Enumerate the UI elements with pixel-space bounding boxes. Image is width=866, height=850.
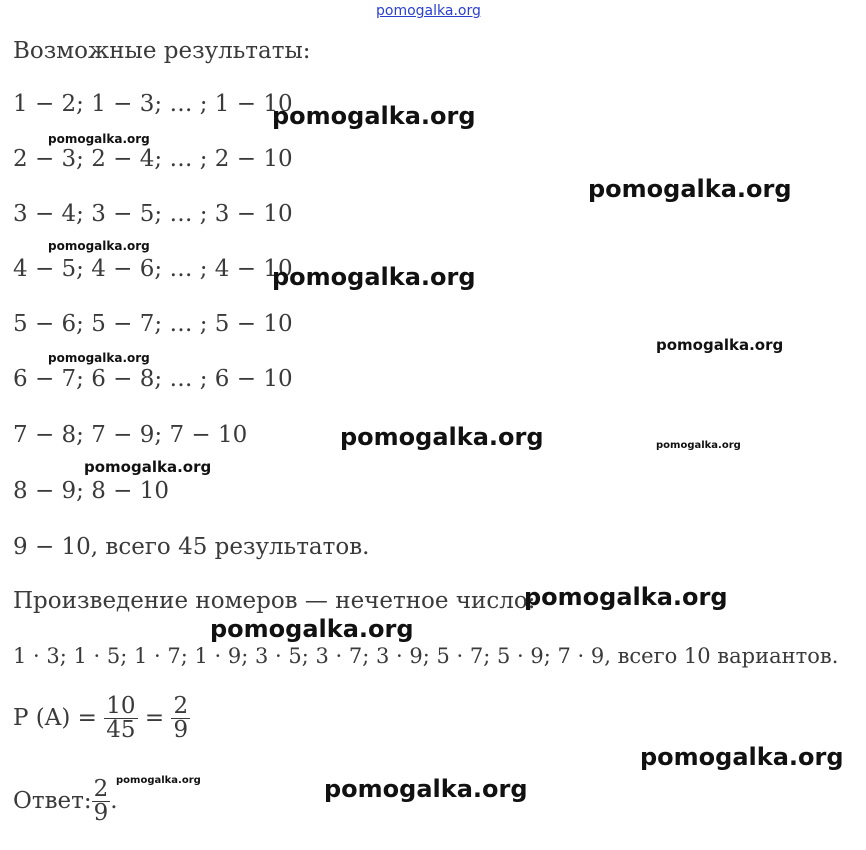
watermark: pomogalka.org (48, 239, 150, 253)
watermark: pomogalka.org (48, 132, 150, 146)
watermark: pomogalka.org (640, 743, 844, 771)
results-heading: Возможные результаты: (13, 38, 311, 64)
equals-sign: = (144, 705, 165, 731)
watermark: pomogalka.org (116, 775, 201, 786)
watermark: pomogalka.org (656, 440, 741, 451)
pair-line-5: 5 − 6; 5 − 7; … ; 5 − 10 (13, 311, 293, 337)
answer-line (13, 778, 118, 825)
watermark: pomogalka.org (84, 458, 212, 476)
site-header-watermark: pomogalka.org (376, 3, 481, 19)
pair-line-7: 7 − 8; 7 − 9; 7 − 10 (13, 422, 248, 448)
watermark: pomogalka.org (340, 423, 544, 451)
watermark: pomogalka.org (656, 336, 784, 354)
pair-line-6: 6 − 7; 6 − 8; … ; 6 − 10 (13, 366, 293, 392)
pair-line-1: 1 − 2; 1 − 3; … ; 1 − 10 (13, 91, 293, 117)
answer-label: Ответ: (13, 788, 92, 814)
odd-heading: Произведение номеров — нечетное число: (13, 588, 536, 614)
watermark: pomogalka.org (272, 263, 476, 291)
fraction-10-45: $\frac{10}{45}$ (106, 693, 136, 743)
probability-formula (13, 695, 190, 742)
probability-label: P (A) = (13, 705, 97, 731)
pair-line-8: 8 − 9; 8 − 10 (13, 478, 170, 504)
pair-line-2: 2 − 3; 2 − 4; … ; 2 − 10 (13, 146, 293, 172)
watermark: pomogalka.org (48, 351, 150, 365)
pair-line-4: 4 − 5; 4 − 6; … ; 4 − 10 (13, 256, 293, 282)
watermark: pomogalka.org (588, 175, 792, 203)
watermark: pomogalka.org (272, 102, 476, 130)
answer-fraction: $\frac{2}{9}$ (93, 776, 109, 826)
watermark: pomogalka.org (524, 583, 728, 611)
fraction-2-9: $\frac{2}{9}$ (173, 693, 189, 743)
pair-line-3: 3 − 4; 3 − 5; … ; 3 − 10 (13, 201, 293, 227)
odd-products-list: 1 · 3; 1 · 5; 1 · 7; 1 · 9; 3 · 5; 3 · 7; 3 · 9; 5 · 7; 5 · 9; 7 · 9, всего 10 вариантов. (13, 644, 839, 668)
watermark: pomogalka.org (324, 775, 528, 803)
answer-period: . (110, 788, 118, 814)
watermark: pomogalka.org (210, 615, 414, 643)
pair-line-9-total: 9 − 10, всего 45 результатов. (13, 534, 370, 560)
